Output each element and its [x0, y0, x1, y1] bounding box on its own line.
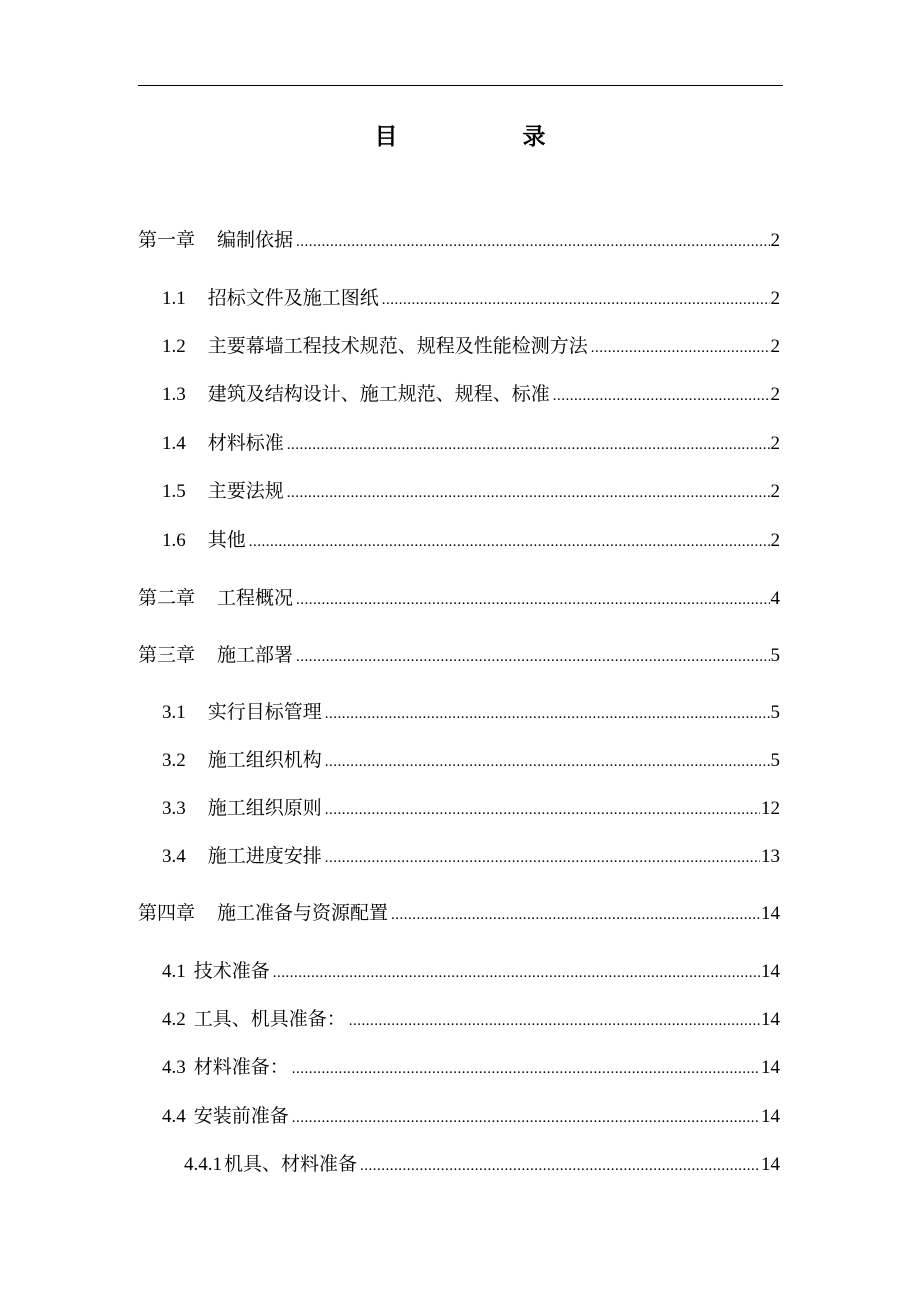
- toc-entry-page: 13: [761, 846, 780, 867]
- dot-leader: [287, 433, 770, 457]
- toc-entry-label: 主要幕墙工程技术规范、规程及性能检测方法: [207, 336, 588, 357]
- dot-leader: [391, 903, 760, 927]
- dot-leader: [292, 1106, 760, 1130]
- dot-leader: [296, 645, 769, 669]
- toc-entry-number: 第一章: [138, 230, 196, 251]
- toc-entry[interactable]: [0, 701, 780, 726]
- toc-entry-label: 施工组织原则: [207, 798, 322, 819]
- toc-entry-page: 4: [770, 588, 780, 609]
- toc-entry-page: 2: [770, 336, 780, 357]
- toc-entry-page: 12: [761, 798, 780, 819]
- toc-entry[interactable]: [0, 1056, 780, 1081]
- toc-entry-number: 4.3: [162, 1057, 186, 1078]
- toc-entry-page: 5: [770, 645, 780, 666]
- toc-entry-label: 编制依据: [217, 230, 294, 251]
- toc-entry-page: 2: [770, 530, 780, 551]
- toc-entry[interactable]: [0, 1105, 780, 1130]
- toc-entry[interactable]: [0, 335, 780, 360]
- dot-leader: [591, 336, 770, 360]
- toc-entry-page: 5: [770, 750, 780, 771]
- toc-entry-page: 14: [761, 1154, 780, 1175]
- toc-entry-number: 第四章: [138, 903, 196, 924]
- dot-leader: [360, 1154, 760, 1178]
- toc-entry[interactable]: [0, 845, 780, 870]
- toc-entry-page: 14: [761, 1106, 780, 1127]
- dot-leader: [287, 481, 770, 505]
- toc-entry-number: 4.4: [162, 1106, 186, 1127]
- toc-entry-page: 14: [761, 961, 780, 982]
- toc-entry-number: 4.4.1: [184, 1154, 222, 1175]
- toc-title-char-2: 录: [522, 124, 546, 149]
- toc-entry-label: 施工准备与资源配置: [217, 903, 389, 924]
- toc-entry-number: 1.3: [162, 384, 186, 405]
- toc-entry[interactable]: [0, 1153, 780, 1178]
- toc-entry-number: 第三章: [138, 645, 196, 666]
- toc-entry[interactable]: [0, 383, 780, 408]
- toc-entry-label: 施工进度安排: [207, 846, 322, 867]
- toc-entry-number: 1.1: [162, 288, 186, 309]
- toc-entry[interactable]: [0, 797, 780, 822]
- toc-entry-number: 1.4: [162, 433, 186, 454]
- toc-entry-number: 3.2: [162, 750, 186, 771]
- dot-leader: [249, 530, 770, 554]
- dot-leader: [325, 702, 770, 726]
- toc-entry[interactable]: [0, 644, 780, 669]
- toc-entry-page: 2: [770, 481, 780, 502]
- toc-entry-number: 4.1: [162, 961, 186, 982]
- dot-leader: [325, 798, 760, 822]
- toc-entry[interactable]: [0, 1008, 780, 1033]
- dot-leader: [382, 288, 770, 312]
- dot-leader: [292, 1057, 760, 1081]
- toc-entry-number: 3.1: [162, 702, 186, 723]
- toc-entry-label: 招标文件及施工图纸: [207, 288, 379, 309]
- toc-entry-page: 2: [770, 288, 780, 309]
- toc-entry-label: 材料标准: [207, 433, 284, 454]
- toc-entry-label: 其他: [207, 530, 246, 551]
- toc-entry[interactable]: [0, 229, 780, 254]
- toc-entry[interactable]: [0, 749, 780, 774]
- toc-entry-label: 实行目标管理: [207, 702, 322, 723]
- toc-entry-label: 工程概况: [217, 588, 294, 609]
- toc-entry[interactable]: [0, 529, 780, 554]
- toc-entry-label: 主要法规: [207, 481, 284, 502]
- toc-entry-label: 工具、机具准备：: [193, 1009, 346, 1030]
- dot-leader: [273, 961, 760, 985]
- toc-entry-page: 2: [770, 230, 780, 251]
- dot-leader: [553, 384, 770, 408]
- toc-entry[interactable]: [0, 432, 780, 457]
- dot-leader: [349, 1009, 760, 1033]
- toc-entry-page: 14: [761, 1009, 780, 1030]
- dot-leader: [325, 750, 770, 774]
- toc-entry-page: 14: [761, 1057, 780, 1078]
- dot-leader: [296, 230, 769, 254]
- toc-entry-number: 1.2: [162, 336, 186, 357]
- toc-entry-number: 3.4: [162, 846, 186, 867]
- toc-entry-number: 4.2: [162, 1009, 186, 1030]
- toc-title-char-1: 目: [374, 124, 398, 149]
- toc-entry-label: 机具、材料准备: [224, 1154, 358, 1175]
- toc-entry-number: 3.3: [162, 798, 186, 819]
- toc-entry-label: 施工组织机构: [207, 750, 322, 771]
- toc-entry[interactable]: [0, 480, 780, 505]
- toc-entry-page: 2: [770, 433, 780, 454]
- dot-leader: [325, 846, 760, 870]
- dot-leader: [296, 588, 769, 612]
- toc-entry[interactable]: [0, 587, 780, 612]
- toc-entry-number: 1.5: [162, 481, 186, 502]
- toc-entry-label: 安装前准备: [193, 1106, 289, 1127]
- toc-entry-label: 材料准备：: [193, 1057, 289, 1078]
- toc-entry-page: 14: [761, 903, 780, 924]
- toc-entry[interactable]: [0, 960, 780, 985]
- toc-entry-number: 第二章: [138, 588, 196, 609]
- toc-entry-page: 5: [770, 702, 780, 723]
- toc-entry-page: 2: [770, 384, 780, 405]
- toc-entry-label: 施工部署: [217, 645, 294, 666]
- toc-entry-number: 1.6: [162, 530, 186, 551]
- toc-entry[interactable]: [0, 902, 780, 927]
- toc-entry-label: 建筑及结构设计、施工规范、规程、标准: [207, 384, 550, 405]
- toc-entry[interactable]: [0, 287, 780, 312]
- toc-entry-label: 技术准备: [193, 961, 270, 982]
